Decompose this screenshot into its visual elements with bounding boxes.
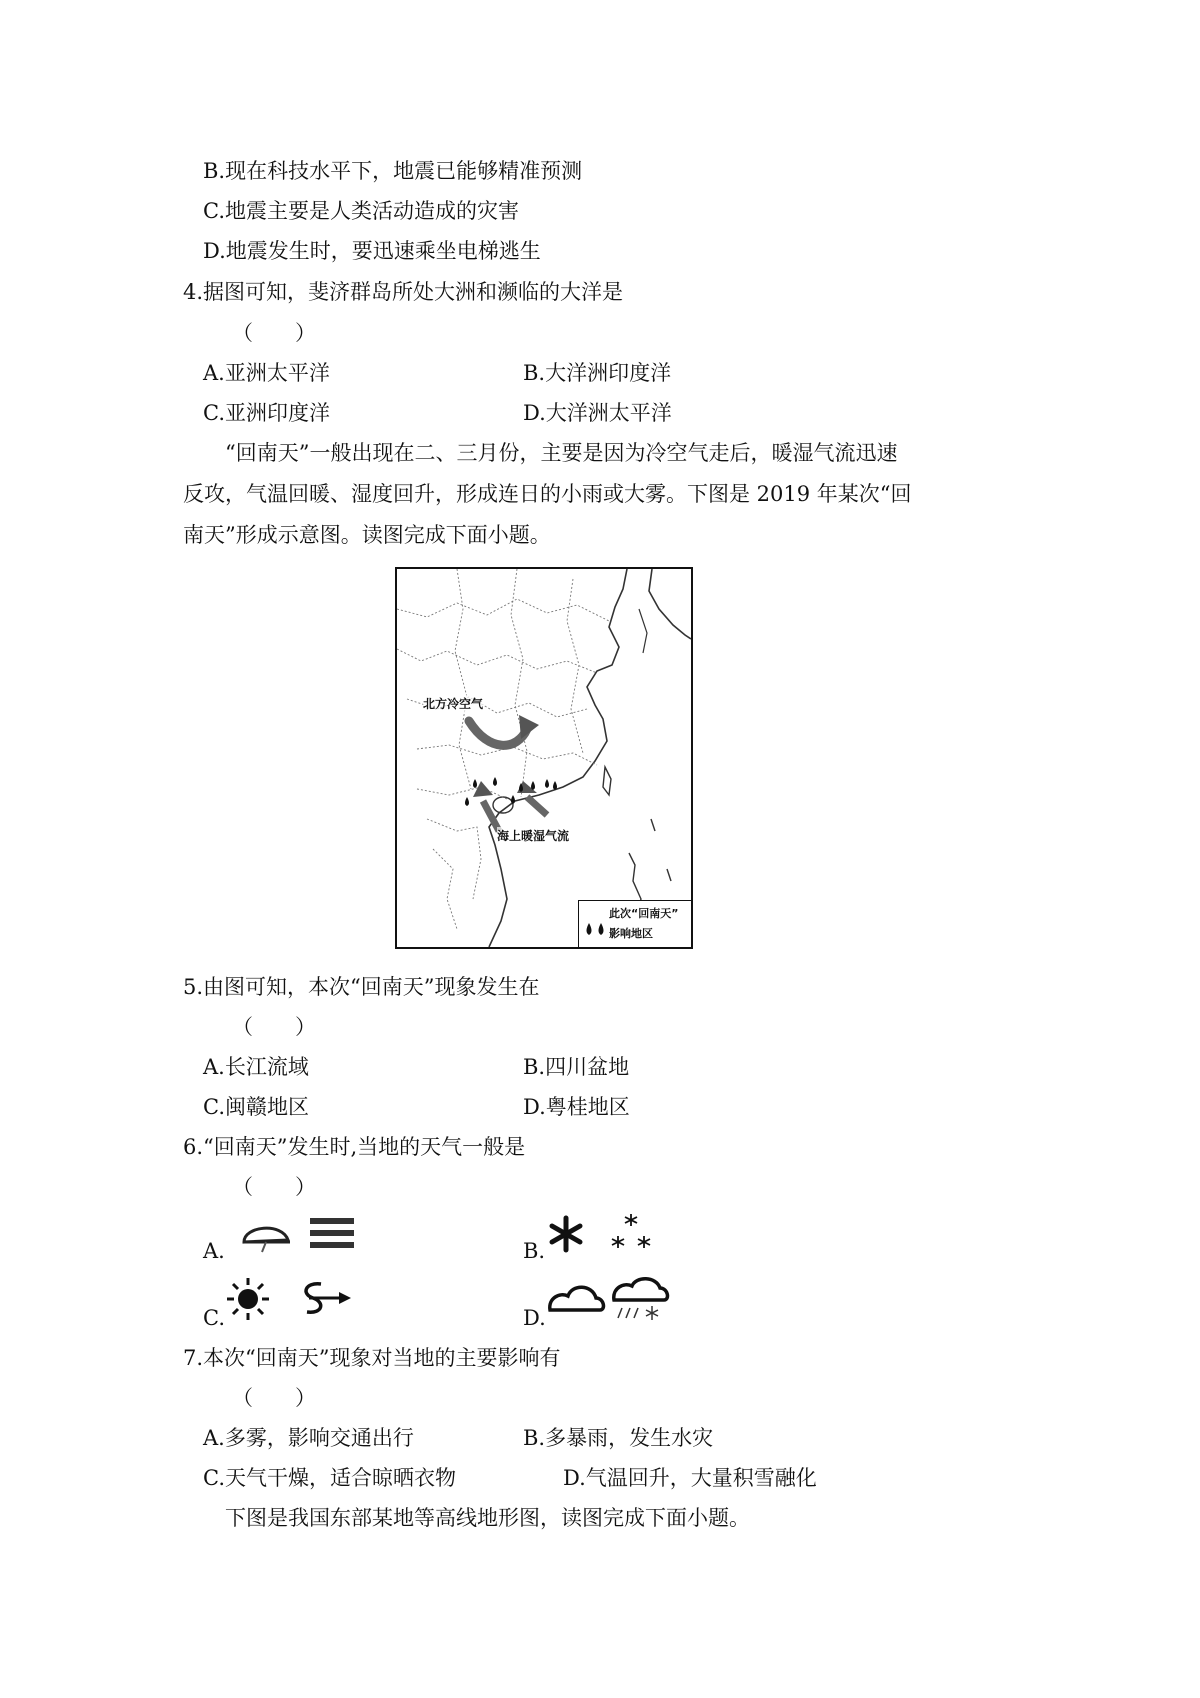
q4-option-d: D.大洋洲太平洋 [523,401,672,425]
q3-option-c: C.地震主要是人类活动造成的灾害 [203,199,519,223]
q5-option-c: C.闽赣地区 [203,1095,309,1119]
shower-icon [238,1216,298,1256]
heavy-snow-icon [546,1214,586,1254]
q6-option-c: C. [203,1306,225,1330]
q4-option-c: C.亚洲印度洋 [203,401,330,425]
q5-bracket: （ ） [232,1015,316,1039]
q4-stem: 4.据图可知，斐济群岛所处大洲和濒临的大洋是 [183,280,624,304]
light-snow-icon [606,1210,656,1256]
q4-option-b: B.大洋洲印度洋 [523,361,672,385]
q6-option-b: B. [523,1239,546,1263]
legend-drops-icon [581,901,609,947]
label-warm-moist-air: 海上暖湿气流 [497,829,570,843]
q7-option-a: A.多雾，影响交通出行 [203,1426,414,1450]
huinantian-map [395,567,693,949]
q7-option-d: D.气温回升，大量积雪融化 [563,1466,817,1490]
q3-option-b: B.现在科技水平下，地震已能够精准预测 [203,159,583,183]
fog-icon [308,1216,358,1252]
legend-line1: 此次“回南天” [609,907,679,920]
q6-option-a: A. [203,1239,225,1263]
q5-option-d: D.粤桂地区 [523,1095,630,1119]
q5-option-a: A.长江流域 [203,1055,309,1079]
q7-option-b: B.多暴雨，发生水灾 [523,1426,714,1450]
sandstorm-icon [295,1278,355,1322]
sunny-icon [225,1276,271,1322]
legend-line2: 影响地区 [609,927,653,940]
cloudy-icon [546,1280,606,1316]
map-outline [397,569,691,947]
passage-huinantian: “回南天”一般出现在二、三月份，主要是因为冷空气走后，暖湿气流迅速反攻，气温回暖、湿度回升，形成连日的小雨或大雾。下图是 2019 年某次“回南天”形成示意图。读图完成下面小题。 [183,441,912,547]
q4-bracket: （ ） [232,321,316,345]
q3-option-d: D.地震发生时，要迅速乘坐电梯逃生 [203,239,541,263]
q7-stem: 7.本次“回南天”现象对当地的主要影响有 [183,1346,561,1370]
q6-option-d: D. [523,1306,546,1330]
next-section-intro: 下图是我国东部某地等高线地形图，读图完成下面小题。 [225,1506,750,1530]
q6-stem: 6.“回南天”发生时,当地的天气一般是 [183,1135,526,1159]
q5-stem: 5.由图可知，本次“回南天”现象发生在 [183,975,540,999]
q7-bracket: （ ） [232,1386,316,1410]
map-legend [578,900,691,947]
q7-option-c: C.天气干燥，适合晾晒衣物 [203,1466,456,1490]
label-cold-air: 北方冷空气 [423,697,484,711]
q4-option-a: A.亚洲太平洋 [203,361,330,385]
sleet-icon [610,1276,670,1326]
q5-option-b: B.四川盆地 [523,1055,630,1079]
q6-bracket: （ ） [232,1175,316,1199]
